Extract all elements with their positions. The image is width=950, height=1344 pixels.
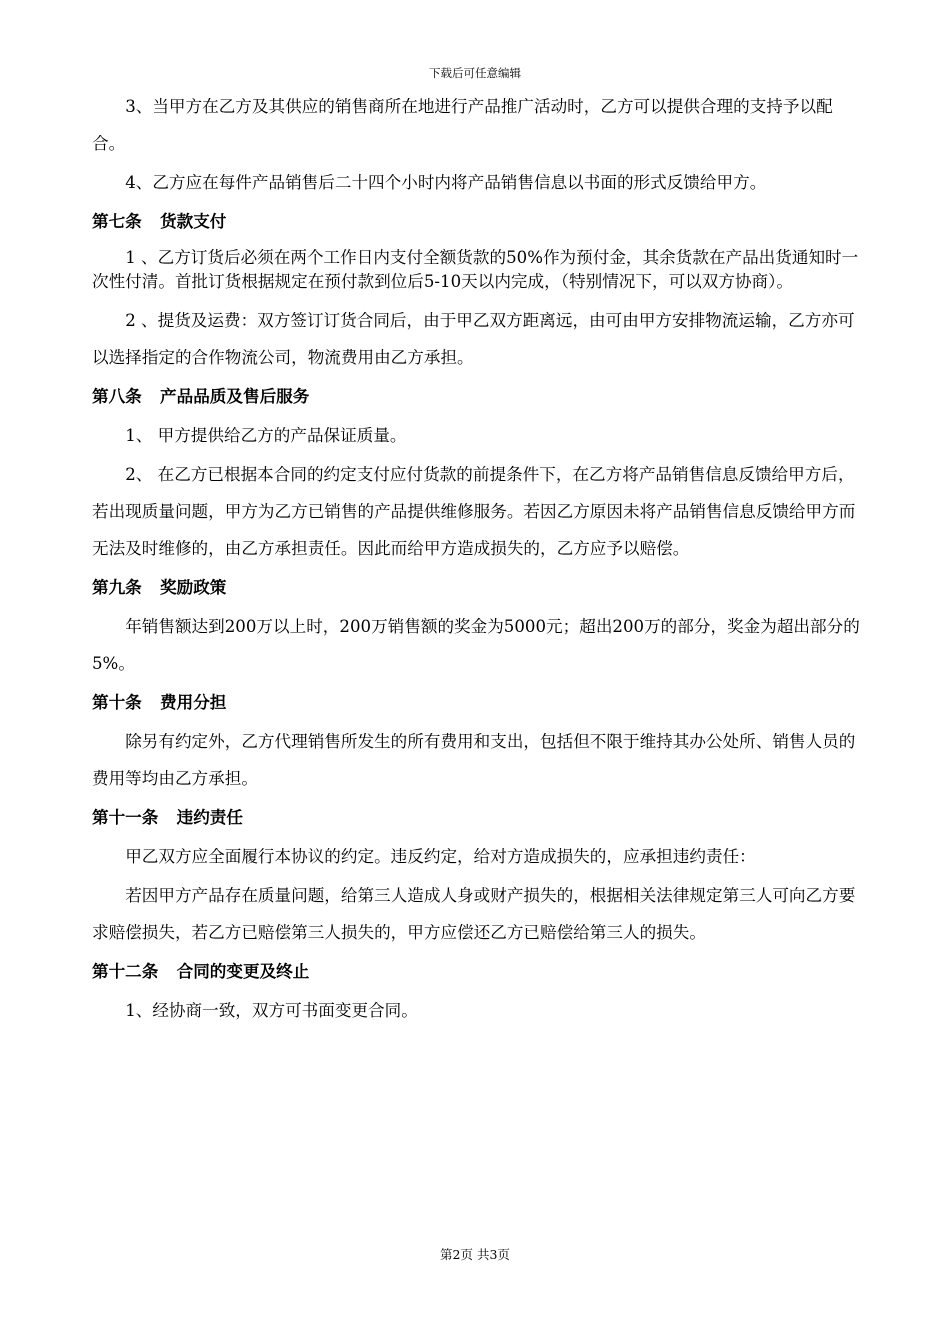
section-number: 第十条 [92, 692, 142, 712]
paragraph: 年销售额达到200万以上时，200万销售额的奖金为5000元；超出200万的部分，奖金为超出部分的5%。 [92, 617, 860, 673]
section-number: 第八条 [92, 386, 142, 406]
section-title: 费用分担 [160, 692, 227, 712]
paragraph: 1、 甲方提供给乙方的产品保证质量。 [125, 426, 407, 445]
paragraph: 1、经协商一致，双方可书面变更合同。 [125, 1001, 418, 1020]
section-title: 违约责任 [176, 807, 243, 827]
paragraph: 2 、提货及运费：双方签订订货合同后，由于甲乙双方距离远，由可由甲方安排物流运输，乙方亦可以选择指定的合作物流公司，物流费用由乙方承担。 [92, 311, 855, 367]
paragraph: 甲乙双方应全面履行本协议的约定。违反约定，给对方造成损失的，应承担违约责任： [125, 847, 756, 866]
section-heading [92, 378, 864, 415]
section-number: 第九条 [92, 577, 142, 597]
section-title: 奖励政策 [160, 577, 227, 597]
document-body [92, 88, 864, 1031]
paragraph: 1 、乙方订货后必须在两个工作日内支付全额货款的50%作为预付金，其余货款在产品出货通知时一次性付清。首批订货根据规定在预付款到位后5-10天以内完成，（特别情况下，可以双方协商）。 [92, 248, 859, 291]
section-title: 货款支付 [160, 211, 227, 231]
section-title: 产品品质及售后服务 [160, 386, 310, 406]
section-number: 第七条 [92, 211, 142, 231]
section-number: 第十一条 [92, 807, 159, 827]
section-heading [92, 203, 864, 240]
paragraph: 4、乙方应在每件产品销售后二十四个小时内将产品销售信息以书面的形式反馈给甲方。 [125, 173, 767, 192]
paragraph: 除另有约定外，乙方代理销售所发生的所有费用和支出，包括但不限于维持其办公处所、销售人员的费用等均由乙方承担。 [92, 732, 856, 788]
section-heading [92, 684, 864, 721]
paragraph: 3、当甲方在乙方及其供应的销售商所在地进行产品推广活动时，乙方可以提供合理的支持予以配合。 [92, 97, 833, 153]
section-title: 合同的变更及终止 [176, 961, 310, 981]
paragraph: 若因甲方产品存在质量问题，给第三人造成人身或财产损失的，根据相关法律规定第三人可向乙方要求赔偿损失，若乙方已赔偿第三人损失的，甲方应偿还乙方已赔偿给第三人的损失。 [92, 886, 856, 942]
page-header-note: 下载后可任意编辑 [429, 66, 521, 80]
paragraph: 2、 在乙方已根据本合同的约定支付应付货款的前提条件下，在乙方将产品销售信息反馈给甲方后，若出现质量问题，甲方为乙方已销售的产品提供维修服务。若因乙方原因未将产品销售信息反馈给甲方而无法及时维修的，由乙方承担责任。因此而给甲方造成损失的，乙方应予以赔偿。 [92, 465, 856, 558]
section-heading [92, 569, 864, 606]
section-number: 第十二条 [92, 961, 159, 981]
page-number: 第2页 共3页 [440, 1247, 510, 1262]
section-heading [92, 953, 864, 990]
section-heading [92, 799, 864, 836]
